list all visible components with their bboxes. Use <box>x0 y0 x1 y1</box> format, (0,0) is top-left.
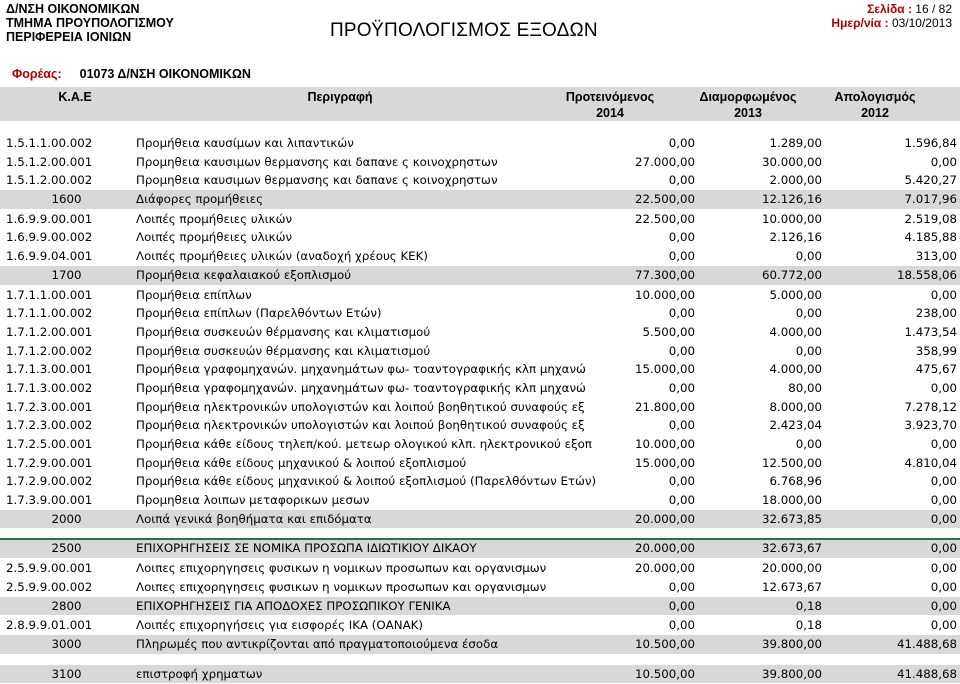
table-row <box>0 398 960 417</box>
row-code: 1.7.2.3.00.002 <box>6 418 93 433</box>
row-code: 1600 <box>51 192 82 207</box>
row-proposed-2014: 10.500,00 <box>634 636 695 651</box>
row-proposed-2014: 0,00 <box>668 380 695 395</box>
column-header <box>0 87 960 121</box>
row-formed-2013: 20.000,00 <box>761 561 822 576</box>
col-formed-title: Διαμορφωμένος <box>699 90 797 104</box>
row-formed-2013: 2.126,16 <box>769 230 822 245</box>
row-description: Λοιπά γενικά βοηθήματα και επιδόματα <box>136 511 372 526</box>
row-actual-2012: 313,00 <box>915 249 957 264</box>
row-code: 2.5.9.9.00.002 <box>6 579 93 594</box>
row-code: 1700 <box>51 267 82 282</box>
table-row <box>0 342 960 361</box>
col-desc-header: Περιγραφή <box>307 90 373 104</box>
row-actual-2012: 0,00 <box>930 511 957 526</box>
row-actual-2012: 2.519,08 <box>904 211 957 226</box>
row-formed-2013: 12.673,67 <box>761 579 822 594</box>
row-code: 1.7.2.9.00.002 <box>6 474 93 489</box>
org-header <box>6 2 174 44</box>
row-actual-2012: 4.810,04 <box>904 455 957 470</box>
col-actual-year: 2012 <box>861 106 889 120</box>
row-code: 1.7.1.1.00.002 <box>6 306 93 321</box>
row-description: Προμήθεια κάθε είδους τηλεπ/κού. μετεωρ ολογικού κλπ. ηλεκτρονικού εξοπ <box>136 437 592 451</box>
row-proposed-2014: 0,00 <box>668 173 695 188</box>
row-proposed-2014: 0,00 <box>668 598 695 613</box>
row-description: Προμήθεια συσκευών θέρμανσης και κλιματισμού <box>136 343 431 358</box>
row-actual-2012: 4.185,88 <box>904 230 957 245</box>
row-proposed-2014: 5.500,00 <box>642 324 695 339</box>
row-proposed-2014: 0,00 <box>668 618 695 633</box>
row-description: Λοιπές προμήθειες υλικών <box>136 230 293 245</box>
table-row <box>0 559 960 578</box>
row-code: 1.7.1.1.00.001 <box>6 287 93 302</box>
row-formed-2013: 2.423,04 <box>769 418 822 433</box>
row-formed-2013: 18.000,00 <box>761 493 822 508</box>
row-description: Προμηθεια λοιπων μεταφορικων μεσων <box>136 493 370 508</box>
table-row <box>0 379 960 398</box>
row-formed-2013: 39.800,00 <box>761 636 822 651</box>
row-formed-2013: 12.126,16 <box>761 192 822 207</box>
row-actual-2012: 0,00 <box>930 579 957 594</box>
table-group-row <box>0 665 960 684</box>
row-actual-2012: 41.488,68 <box>896 636 957 651</box>
row-formed-2013: 6.768,96 <box>769 474 822 489</box>
row-description: Λοιπες επιχορηγησεις φυσικων η νομικων προσωπων και οργανισμων <box>136 579 547 594</box>
row-actual-2012: 0,00 <box>930 437 957 451</box>
page-title: ΠΡΟΫΠΟΛΟΓΙΣΜΟΣ ΕΞΟΔΩΝ <box>330 20 598 41</box>
row-proposed-2014: 10.000,00 <box>634 287 695 302</box>
row-description: ΕΠΙΧΟΡΗΓΗΣΕΙΣ ΓΙΑ ΑΠΟΔΟΧΕΣ ΠΡΟΣΩΠΙΚΟΥ ΓΕΝΙΚΑ <box>136 598 451 613</box>
foreas-line <box>12 67 251 81</box>
table-group-row <box>0 190 960 210</box>
row-proposed-2014: 0,00 <box>668 136 695 150</box>
section-divider <box>0 538 960 540</box>
col-proposed-year: 2014 <box>596 106 624 120</box>
row-code: 3000 <box>51 636 82 651</box>
col-code-header: Κ.Α.Ε <box>58 90 92 104</box>
table-row <box>0 210 960 229</box>
foreas-label: Φορέας: <box>12 67 62 81</box>
row-description: Λοιπες επιχορηγησεις φυσικων η νομικων προσωπων και οργανισμων <box>136 561 547 576</box>
row-code: 1.7.1.2.00.002 <box>6 343 93 358</box>
row-actual-2012: 3.923,70 <box>904 418 957 433</box>
page-label: Σελίδα : <box>867 2 912 16</box>
row-proposed-2014: 0,00 <box>668 493 695 508</box>
row-actual-2012: 0,00 <box>930 561 957 576</box>
row-actual-2012: 238,00 <box>915 306 957 321</box>
table-row <box>0 435 960 454</box>
row-proposed-2014: 0,00 <box>668 343 695 358</box>
row-description: Προμηθεια καυσιμων θερμανσης και δαπανε ς κοινοχρηστων <box>136 173 498 188</box>
row-proposed-2014: 21.800,00 <box>634 399 695 414</box>
table-row <box>0 323 960 342</box>
row-proposed-2014: 0,00 <box>668 474 695 489</box>
row-code: 1.7.2.3.00.001 <box>6 399 93 414</box>
table-row <box>0 247 960 266</box>
row-proposed-2014: 10.000,00 <box>634 437 695 451</box>
row-description: Προμήθεια κεφαλαιακού εξοπλισμού <box>136 267 352 282</box>
row-code: 2000 <box>51 511 82 526</box>
row-proposed-2014: 20.000,00 <box>634 561 695 576</box>
row-proposed-2014: 15.000,00 <box>634 362 695 377</box>
col-formed-header <box>678 89 818 121</box>
row-formed-2013: 0,18 <box>795 598 822 613</box>
row-actual-2012: 0,00 <box>930 380 957 395</box>
row-formed-2013: 4.000,00 <box>769 362 822 377</box>
col-actual-header <box>805 89 945 121</box>
col-actual-title: Απολογισμός <box>834 90 916 104</box>
row-actual-2012: 0,00 <box>930 474 957 489</box>
row-formed-2013: 60.772,00 <box>761 267 822 282</box>
row-actual-2012: 7.017,96 <box>904 192 957 207</box>
col-proposed-title: Προτεινόμενος <box>565 90 655 104</box>
row-description: επιστροφή χρηματων <box>136 666 263 681</box>
org-line-2: ΤΜΗΜΑ ΠΡΟΥΠΟΛΟΓΙΣΜΟΥ <box>6 16 174 30</box>
table-row <box>0 472 960 491</box>
row-description: Προμήθεια κάθε είδους μηχανικού & λοιπού εξοπλισμού (Παρελθόντων Ετών) <box>136 474 597 489</box>
row-code: 2.5.9.9.00.001 <box>6 561 93 576</box>
col-proposed-header <box>540 89 680 121</box>
row-formed-2013: 5.000,00 <box>769 287 822 302</box>
row-formed-2013: 10.000,00 <box>761 211 822 226</box>
table-row <box>0 304 960 323</box>
row-code: 1.6.9.9.00.001 <box>6 211 93 226</box>
table-group-row <box>0 510 960 530</box>
row-formed-2013: 32.673,67 <box>761 541 822 556</box>
row-actual-2012: 0,00 <box>930 287 957 302</box>
table-row <box>0 153 960 172</box>
row-description: Προμήθεια καυσίμων και λιπαντικών <box>136 136 354 150</box>
row-proposed-2014: 0,00 <box>668 306 695 321</box>
row-actual-2012: 1.596,84 <box>904 136 957 150</box>
row-code: 1.7.3.9.00.001 <box>6 493 93 508</box>
row-actual-2012: 0,00 <box>930 493 957 508</box>
table-row <box>0 360 960 379</box>
row-description: Προμήθεια γραφομηχανών. μηχανημάτων φω- τοαντογραφικής κλπ μηχανώ <box>136 380 586 395</box>
row-proposed-2014: 22.500,00 <box>634 211 695 226</box>
row-description: Προμήθεια ηλεκτρονικών υπολογιστών και λοιπού βοηθητικού συναφούς εξ <box>136 418 585 433</box>
row-formed-2013: 0,00 <box>795 306 822 321</box>
date-value: 03/10/2013 <box>891 16 952 30</box>
page-meta <box>831 2 952 30</box>
budget-table <box>0 134 960 684</box>
row-actual-2012: 0,00 <box>930 598 957 613</box>
table-row <box>0 491 960 510</box>
row-proposed-2014: 27.000,00 <box>634 154 695 169</box>
table-group-row <box>0 635 960 655</box>
org-line-3: ΠΕΡΙΦΕΡΕΙΑ ΙΟΝΙΩΝ <box>6 30 132 44</box>
row-code: 1.5.1.2.00.001 <box>6 154 93 169</box>
row-formed-2013: 0,00 <box>795 437 822 451</box>
row-formed-2013: 1.289,00 <box>769 136 822 150</box>
row-description: Προμήθεια συσκευών θέρμανσης και κλιματισμού <box>136 324 431 339</box>
row-actual-2012: 0,00 <box>930 154 957 169</box>
col-formed-year: 2013 <box>734 106 762 120</box>
row-code: 1.7.1.3.00.002 <box>6 380 93 395</box>
row-proposed-2014: 20.000,00 <box>634 541 695 556</box>
row-formed-2013: 30.000,00 <box>761 154 822 169</box>
row-code: 1.5.1.1.00.002 <box>6 136 93 150</box>
table-row <box>0 416 960 435</box>
row-formed-2013: 8.000,00 <box>769 399 822 414</box>
row-code: 1.6.9.9.00.002 <box>6 230 93 245</box>
row-description: Λοιπές προμήθειες υλικών (αναδοχή χρέους ΚΕΚ) <box>136 249 428 264</box>
row-actual-2012: 7.278,12 <box>904 399 957 414</box>
row-actual-2012: 358,99 <box>915 343 957 358</box>
row-code: 1.5.1.2.00.002 <box>6 173 93 188</box>
row-code: 1.7.2.9.00.001 <box>6 455 93 470</box>
row-formed-2013: 12.500,00 <box>761 455 822 470</box>
row-code: 1.7.2.5.00.001 <box>6 437 93 451</box>
row-formed-2013: 80,00 <box>788 380 822 395</box>
row-description: Λοιπές επιχορηγήσεις για εισφορές ΙΚΑ (ΟΑΝΑΚ) <box>136 618 423 633</box>
row-formed-2013: 39.800,00 <box>761 666 822 681</box>
row-proposed-2014: 0,00 <box>668 418 695 433</box>
row-code: 1.7.1.3.00.001 <box>6 362 93 377</box>
row-proposed-2014: 22.500,00 <box>634 192 695 207</box>
table-row <box>0 454 960 473</box>
row-formed-2013: 0,00 <box>795 343 822 358</box>
page-value: 16 / 82 <box>915 2 952 16</box>
row-description: Διάφορες προμήθειες <box>136 192 264 207</box>
row-actual-2012: 5.420,27 <box>904 173 957 188</box>
row-description: Προμήθεια γραφομηχανών. μηχανημάτων φω- τοαντογραφικής κλπ μηχανώ <box>136 362 586 377</box>
row-proposed-2014: 10.500,00 <box>634 666 695 681</box>
row-description: Λοιπές προμήθειες υλικών <box>136 211 293 226</box>
row-proposed-2014: 20.000,00 <box>634 511 695 526</box>
row-description: Προμήθεια επίπλων (Παρελθόντων Ετών) <box>136 306 382 321</box>
foreas-value: 01073 Δ/ΝΣΗ ΟΙΚΟΝΟΜΙΚΩΝ <box>79 67 251 81</box>
row-formed-2013: 0,18 <box>795 618 822 633</box>
row-actual-2012: 0,00 <box>930 541 957 556</box>
table-group-row <box>0 597 960 617</box>
row-code: 2500 <box>51 541 82 556</box>
row-proposed-2014: 0,00 <box>668 230 695 245</box>
row-proposed-2014: 0,00 <box>668 249 695 264</box>
org-line-1: Δ/ΝΣΗ ΟΙΚΟΝΟΜΙΚΩΝ <box>6 2 140 16</box>
row-code: 1.7.1.2.00.001 <box>6 324 93 339</box>
row-formed-2013: 32.673,85 <box>761 511 822 526</box>
row-formed-2013: 2.000,00 <box>769 173 822 188</box>
table-row <box>0 578 960 597</box>
row-formed-2013: 4.000,00 <box>769 324 822 339</box>
date-label: Ημερ/νία : <box>831 16 889 30</box>
row-code: 2.8.9.9.01.001 <box>6 618 93 633</box>
row-description: Προμήθεια ηλεκτρονικών υπολογιστών και λοιπού βοηθητικού συναφούς εξ <box>136 399 585 414</box>
row-actual-2012: 41.488,68 <box>896 666 957 681</box>
row-actual-2012: 18.558,06 <box>896 267 957 282</box>
row-formed-2013: 0,00 <box>795 249 822 264</box>
table-row <box>0 286 960 305</box>
row-proposed-2014: 0,00 <box>668 579 695 594</box>
row-description: Προμήθεια κάθε είδους μηχανικού & λοιπού εξοπλισμού <box>136 455 467 470</box>
row-proposed-2014: 77.300,00 <box>634 267 695 282</box>
row-code: 2800 <box>51 598 82 613</box>
row-code: 1.6.9.9.04.001 <box>6 249 93 264</box>
row-description: Προμήθεια επίπλων <box>136 287 252 302</box>
table-group-row <box>0 539 960 559</box>
table-row <box>0 134 960 153</box>
table-row <box>0 228 960 247</box>
row-actual-2012: 0,00 <box>930 618 957 633</box>
table-spacer <box>0 655 960 665</box>
row-proposed-2014: 15.000,00 <box>634 455 695 470</box>
table-row <box>0 171 960 190</box>
row-code: 3100 <box>51 666 82 681</box>
row-actual-2012: 1.473,54 <box>904 324 957 339</box>
row-description: Πληρωμές που αντικρίζονται από πραγματοποιούμενα έσοδα <box>136 636 499 651</box>
row-description: ΕΠΙΧΟΡΗΓΗΣΕΙΣ ΣΕ ΝΟΜΙΚΑ ΠΡΟΣΩΠΑ ΙΔΙΩΤΙΚΙΟΥ ΔΙΚΑΟΥ <box>136 541 477 556</box>
row-actual-2012: 475,67 <box>915 362 957 377</box>
table-row <box>0 616 960 635</box>
row-description: Προμηθεια καυσιμων θερμανσης και δαπανε ς κοινοχρηστων <box>136 154 498 169</box>
table-group-row <box>0 266 960 286</box>
